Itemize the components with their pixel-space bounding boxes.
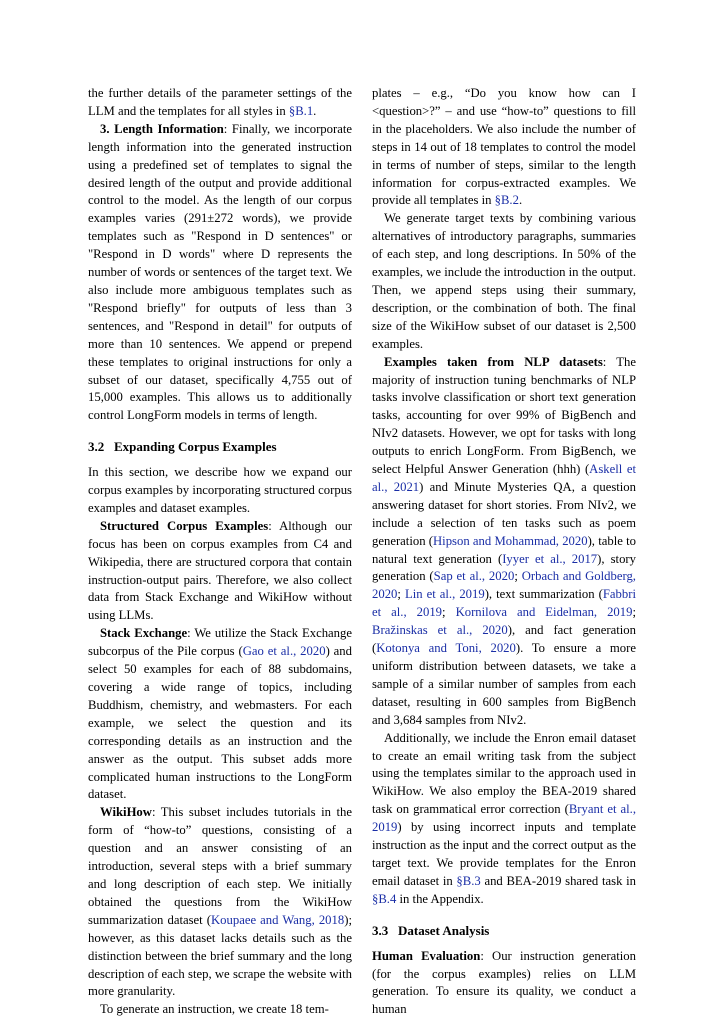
paragraph-structured-corpus: Structured Corpus Examples: Although our focus has been on corpus examples from C4 and Wikipedia, there are structured corpora that contain instruction-output pairs. Therefore, we also collect data from Stack Exchange and WikiHow without using LLMs. (88, 518, 353, 623)
paragraph-templates-cont: plates – e.g., “Do you know how can I <question>?” – and use “how-to” questions to fill in the placeholders. We also include the number of steps in 14 out of 18 templates to control the model in terms of number of steps, similar to the length information for corpus-extracted examples. We provide all templates in §B.2. (372, 86, 636, 208)
ref-link-b4[interactable]: §B.4 (372, 891, 397, 906)
ref-link-b3[interactable]: §B.3 (456, 873, 481, 888)
citation-link[interactable]: Kotonya and Toni, 2020 (376, 641, 516, 656)
citation-link[interactable]: Hipson and Mohammad, 2020 (433, 533, 588, 548)
paragraph-length-information: 3. Length Information: Finally, we incorporate length information into the generated instruction using a predefined set of templates to signal the desired length of the output and provide additional control to the model. As the length of our corpus examples varies (291±272 words), we provide templates such as "Respond in D sentences" or "Respond in D words" where D represents the number of words or sentences of the target text. We also include more ambiguous templates such as "Respond briefly" for outputs of less than 3 sentences, and "Respond in detail" for outputs of more than 10 sentences. We append or prepend these templates to original instructions for only a subset of our dataset, specifically 4,755 out of 15,000 examples. This allows us to additionally control LongForm models in terms of length. (88, 121, 353, 423)
paragraph-wikihow: WikiHow: This subset includes tutorials in the form of “how-to” questions, consisting of a question and an answer consisting of an introduction, several steps with a brief summary and long description of each step. We initially obtained the questions from the WikiHow summarization dataset (Koupaee and Wang, 2018); however, as this dataset lacks details such as the distinction between the brief summary and the long description of each step, we scrape the website with more granularity. (88, 805, 352, 999)
paragraph-human-evaluation: Human Evaluation: Our instruction generation (for the corpus examples) relies on LLM generation. To ensure its quality, we conduct a human (372, 948, 636, 1017)
citation-link[interactable]: Lin et al., 2019 (404, 587, 485, 602)
paragraph-templates-start: To generate an instruction, we create 18 tem- (100, 1002, 329, 1017)
paragraph-enron-bea: Additionally, we include the Enron email dataset to create an email writing task from the subject using the templates similar to the approach used in WikiHow. We also employ the BEA-2019 shared task on grammatical error correction (Bryant et al., 2019) by using incorrect inputs and template instruction as the input and the correct output as the target text. We provide templates for the Enron email dataset in §B.3 and BEA-2019 shared task in §B.4 in the Appendix. (372, 730, 636, 906)
ref-link-b1[interactable]: §B.1 (288, 103, 314, 118)
citation-link[interactable]: Kornilova and Eidelman, 2019 (455, 605, 633, 620)
citation-link[interactable]: Sap et al., 2020 (433, 569, 515, 584)
right-column (372, 85, 636, 1019)
citation-link[interactable]: Bryant et al., 2019 (372, 802, 636, 835)
citation-link[interactable]: Fabbri et al., 2019 (372, 587, 636, 620)
lead-length-information: 3. Length Information (100, 121, 224, 136)
citation-link[interactable]: Askell et al., 2021 (372, 462, 636, 494)
citation-link[interactable]: Iyyer et al., 2017 (502, 551, 598, 566)
citation-link[interactable]: Koupaee and Wang, 2018 (211, 912, 345, 927)
paragraph-nlp-datasets: Examples taken from NLP datasets: The majority of instruction tuning benchmarks of NLP tasks involve classification or short text generation tasks, accounting for over 99% of BigBench and NIv2 datasets. However, we opt for tasks with long outputs to enrich LongForm. From BigBench, we select Helpful Answer Generation (hhh) (Askell et al., 2021) and Minute Mysteries QA, a question answering dataset for short stories. From NIv2, we include a selection of ten tasks such as poem generation (Hipson and Mohammad, 2020), table to natural text generation (Iyyer et al., 2017), story generation (Sap et al., 2020; Orbach and Goldberg, 2020; Lin et al., 2019), text summarization (Fabbri et al., 2019; Kornilova and Eidelman, 2019; Bražinskas et al., 2020), and fact generation (Kotonya and Toni, 2020). To ensure a more uniform distribution between datasets, we take a sample of a similar number of samples from each dataset, resulting in 600 samples from BigBench and 3,684 samples from NIv2. (372, 354, 637, 727)
left-column (88, 85, 352, 1019)
section-heading-3-2: 3.2 Expanding Corpus Examples (88, 439, 277, 455)
section-heading-3-3: 3.3 Dataset Analysis (372, 922, 490, 938)
citation-link[interactable]: Bražinskas et al., 2020 (372, 623, 508, 638)
paragraph-target-texts: We generate target texts by combining various alternatives of introductory paragraphs, summaries of each step, and long descriptions. In 50% of the examples, we include the introduction in the output. Then, we append steps using their summary, description, or the combination of both. The final size of the WikiHow subset of our dataset is 2,500 examples. (372, 211, 636, 351)
citation-link[interactable]: Orbach and Goldberg, 2020 (372, 569, 636, 602)
paragraph-stack-exchange: Stack Exchange: We utilize the Stack Exchange subcorpus of the Pile corpus (Gao et al., 2020) and select 50 examples for each of 88 subdomains, covering a wide range of topics, including Buddhism, chemistry, and webmasters. For each example, we select the question and its corresponding details as an instruction and the answer as the output. This subset adds more complicated human instructions to the LongForm dataset. (88, 626, 352, 802)
paragraph-parameter-settings: the further details of the parameter settings of the LLM and the templates for all styles in §B.1. (88, 86, 352, 118)
ref-link-b2[interactable]: §B.2 (494, 193, 519, 208)
paragraph-section-intro: In this section, we describe how we expand our corpus examples by incorporating structured corpus examples and dataset examples. (88, 465, 352, 515)
citation-link[interactable]: Gao et al., 2020 (242, 644, 326, 659)
